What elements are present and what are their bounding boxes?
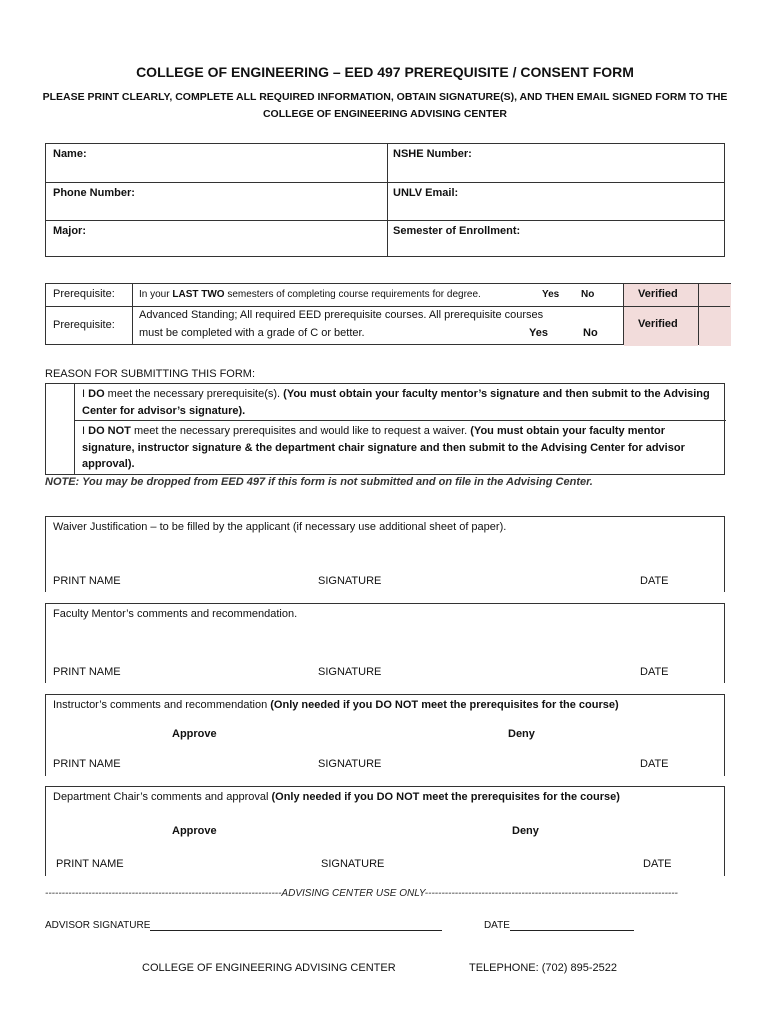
prerequisite-2-no[interactable]: No: [583, 327, 598, 339]
form-instructions: PLEASE PRINT CLEARLY, COMPLETE ALL REQUIRED INFORMATION, OBTAIN SIGNATURE(S), AND THEN EMAIL SIGNED FORM TO THE COLLEGE OF ENGINEERING ADVISING CENTER: [42, 91, 728, 120]
drop-note: NOTE: You may be dropped from EED 497 if this form is not submitted and on file in the Advising Center.: [45, 476, 593, 488]
print-name-label: PRINT NAME: [56, 858, 124, 870]
reason-options-table: [45, 383, 725, 475]
footer-advising-center: COLLEGE OF ENGINEERING ADVISING CENTER: [142, 962, 396, 974]
faculty-mentor-label: Faculty Mentor’s comments and recommendation.: [53, 608, 298, 620]
student-info-table: [45, 143, 725, 257]
nshe-number-field[interactable]: NSHE Number:: [393, 148, 472, 160]
chair-deny-option[interactable]: Deny: [512, 825, 539, 837]
info-row-name: [46, 144, 724, 182]
prerequisite-label-2: Prerequisite:: [53, 319, 115, 331]
prerequisite-1-no[interactable]: No: [581, 289, 595, 300]
waiver-justification-box[interactable]: [45, 516, 725, 592]
semester-of-enrollment-field[interactable]: Semester of Enrollment:: [393, 225, 521, 237]
info-row-phone: [46, 182, 724, 220]
reason-do-not-option: I DO NOT meet the necessary prerequisites and would like to request a waiver. (You must obtain your faculty mentor signature, instructor signature & the department chair signature and then submit to the Advising Center for advisor approval).: [82, 425, 685, 470]
name-field[interactable]: Name:: [53, 148, 87, 160]
chair-approve-option[interactable]: Approve: [172, 825, 217, 837]
advisor-date-line[interactable]: [510, 930, 634, 931]
reason-do-not-checkbox[interactable]: [46, 421, 74, 476]
waiver-justification-label: Waiver Justification – to be filled by the applicant (if necessary use additional sheet of paper).: [53, 521, 507, 533]
info-row-major: [46, 220, 724, 258]
date-label: DATE: [640, 758, 669, 770]
prerequisite-table: [45, 283, 731, 345]
prerequisite-label-1: Prerequisite:: [53, 288, 115, 300]
verified-label-1: Verified: [638, 288, 678, 300]
reason-heading: REASON FOR SUBMITTING THIS FORM:: [45, 368, 256, 380]
date-label: DATE: [640, 575, 669, 587]
print-name-label: PRINT NAME: [53, 575, 121, 587]
signature-label: SIGNATURE: [321, 858, 385, 870]
reason-do-checkbox[interactable]: [46, 384, 74, 420]
instructor-approve-option[interactable]: Approve: [172, 728, 217, 740]
phone-number-field[interactable]: Phone Number:: [53, 187, 135, 199]
print-name-label: PRINT NAME: [53, 758, 121, 770]
prerequisite-2-yes[interactable]: Yes: [529, 327, 548, 339]
print-name-label: PRINT NAME: [53, 666, 121, 678]
prerequisite-text-1: In your LAST TWO semesters of completing course requirements for degree.: [139, 289, 481, 300]
verified-check-shade: [699, 284, 731, 346]
instructor-label: Instructor’s comments and recommendation (Only needed if you DO NOT meet the prerequisites for the course): [53, 699, 619, 711]
advisor-signature-line[interactable]: [150, 930, 442, 931]
advising-center-divider: -----------------------------------------------------------------------ADVISING CENTER USE ONLY----------------------------------------------------------------------------: [45, 888, 678, 899]
prerequisite-1-yes[interactable]: Yes: [542, 289, 560, 300]
signature-label: SIGNATURE: [318, 666, 382, 678]
signature-label: SIGNATURE: [318, 575, 382, 587]
reason-do-option: I DO meet the necessary prerequisite(s). (You must obtain your faculty mentor’s signature and then submit to the Advising Center for advisor’s signature).: [82, 388, 710, 417]
advisor-date-label: DATE: [483, 920, 510, 931]
major-field[interactable]: Major:: [53, 225, 86, 237]
unlv-email-field[interactable]: UNLV Email:: [393, 187, 459, 199]
department-chair-box[interactable]: [45, 786, 725, 876]
faculty-mentor-box[interactable]: [45, 603, 725, 683]
advisor-signature-label: ADVISOR SIGNATURE: [45, 920, 151, 931]
instructor-deny-option[interactable]: Deny: [508, 728, 535, 740]
verified-label-2: Verified: [638, 318, 678, 330]
footer-telephone: TELEPHONE: (702) 895-2522: [469, 962, 617, 974]
prerequisite-text-2-line2: must be completed with a grade of C or better.: [139, 327, 365, 339]
date-label: DATE: [640, 666, 669, 678]
date-label: DATE: [643, 858, 672, 870]
advisor-signature-row: [45, 920, 634, 931]
signature-label: SIGNATURE: [318, 758, 382, 770]
instructor-box[interactable]: [45, 694, 725, 776]
form-title: COLLEGE OF ENGINEERING – EED 497 PREREQUISITE / CONSENT FORM: [136, 64, 634, 80]
department-chair-label: Department Chair’s comments and approval (Only needed if you DO NOT meet the prerequisites for the course): [53, 791, 620, 803]
prerequisite-text-2-line1: Advanced Standing; All required EED prerequisite courses. All prerequisite courses: [139, 309, 544, 321]
